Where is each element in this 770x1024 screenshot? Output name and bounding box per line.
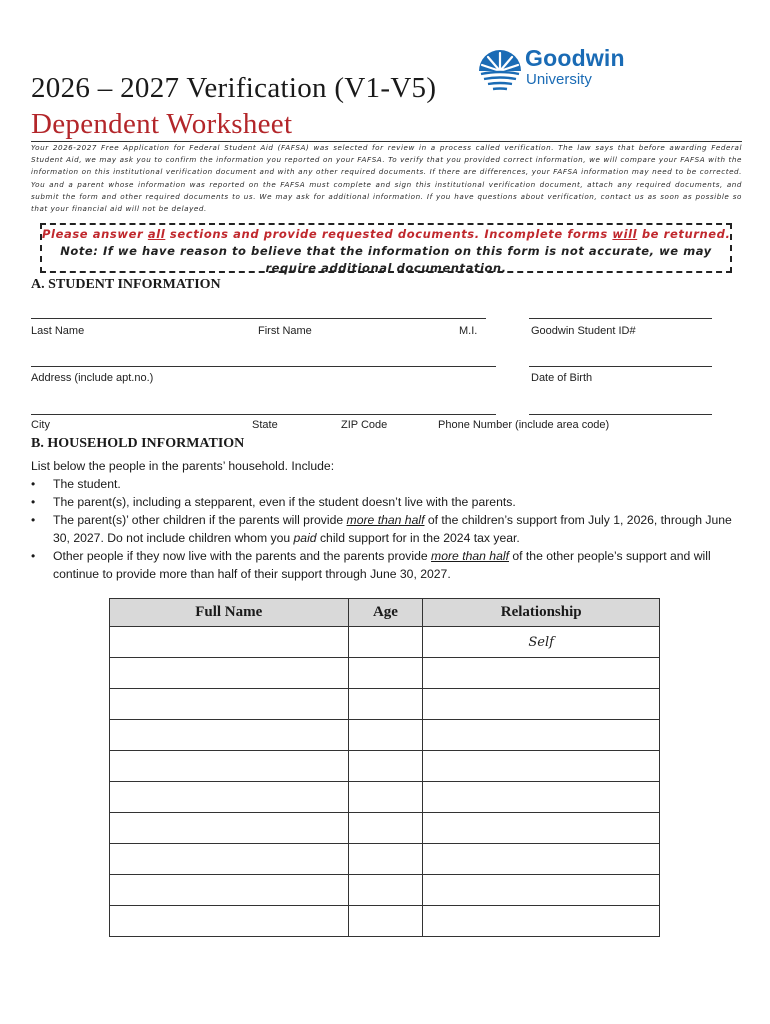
full-name-cell[interactable]	[110, 627, 349, 658]
household-table	[109, 598, 660, 937]
full-name-cell[interactable]	[110, 875, 349, 906]
emphasis-more-than-half: more than half	[346, 513, 425, 527]
logo-subtitle: University	[526, 71, 592, 88]
list-item-text-part: child support for in the 2024 tax year.	[316, 531, 520, 545]
emphasis-more-than-half: more than half	[431, 549, 509, 563]
table-row	[110, 813, 660, 844]
list-item-text-part: The parent(s)’ other children if the parents will provide	[53, 513, 347, 527]
section-a-heading: A. STUDENT INFORMATION	[31, 277, 221, 292]
emphasis-paid: paid	[293, 531, 317, 545]
first-name-label: First Name	[258, 325, 312, 337]
phone-label: Phone Number (include area code)	[438, 419, 610, 431]
age-cell[interactable]	[348, 720, 423, 751]
list-item-text-part: Other people if they now live with the parents and the parents provide	[53, 549, 432, 563]
relationship-cell[interactable]: Self	[423, 627, 660, 658]
full-name-cell[interactable]	[110, 689, 349, 720]
section-b-heading: B. HOUSEHOLD INFORMATION	[31, 436, 245, 451]
table-row	[110, 906, 660, 937]
list-item-text-part: of the children’s support from July 1, 2026, through June 30, 2027. Do not include children whom you	[53, 513, 732, 545]
table-row	[110, 782, 660, 813]
notice-text: be returned.	[637, 227, 731, 241]
mi-label: M.I.	[459, 325, 478, 337]
column-header-age: Age	[348, 599, 423, 627]
title-line-2: Dependent Worksheet	[31, 108, 293, 140]
notice-emphasis-all: all	[147, 227, 166, 241]
notice-text: sections and provide requested documents. Incomplete forms	[165, 227, 613, 241]
zip-label: ZIP Code	[341, 419, 388, 431]
notice-text: Please answer	[42, 227, 148, 241]
full-name-cell[interactable]	[110, 906, 349, 937]
table-row	[110, 689, 660, 720]
last-name-label: Last Name	[31, 325, 85, 337]
city-label: City	[31, 419, 50, 431]
age-cell[interactable]	[348, 627, 423, 658]
list-item	[0, 511, 770, 547]
student-id-line[interactable]	[529, 318, 712, 319]
full-name-cell[interactable]	[110, 658, 349, 689]
age-cell[interactable]	[348, 844, 423, 875]
notice-box	[40, 223, 732, 273]
table-row	[110, 751, 660, 782]
relationship-cell[interactable]	[423, 906, 660, 937]
age-cell[interactable]	[348, 782, 423, 813]
list-item-text	[53, 547, 743, 583]
relationship-cell[interactable]	[423, 875, 660, 906]
list-item-text: The student.	[53, 477, 121, 491]
bullet: •	[31, 477, 36, 491]
table-row	[110, 875, 660, 906]
last-first-mi-line[interactable]	[31, 318, 486, 319]
dob-line[interactable]	[529, 366, 712, 367]
title-line-1: 2026 – 2027 Verification (V1-V5)	[31, 72, 437, 104]
list-item-text: The parent(s), including a stepparent, even if the student doesn’t live with the parents.	[53, 495, 516, 509]
bullet: •	[31, 495, 36, 509]
age-cell[interactable]	[348, 751, 423, 782]
relationship-cell[interactable]	[423, 782, 660, 813]
full-name-cell[interactable]	[110, 813, 349, 844]
table-row	[110, 627, 660, 658]
age-cell[interactable]	[348, 658, 423, 689]
city-state-zip-line[interactable]	[31, 414, 496, 415]
full-name-cell[interactable]	[110, 751, 349, 782]
list-item	[0, 493, 770, 511]
list-item-text-part: of the other people’s support and will continue to provide more than half of their support through June 30, 2027.	[53, 549, 711, 581]
household-intro: List below the people in the parents’ household. Include:	[31, 459, 335, 473]
column-header-full-name: Full Name	[110, 599, 349, 627]
full-name-cell[interactable]	[110, 844, 349, 875]
relationship-cell[interactable]	[423, 813, 660, 844]
relationship-cell[interactable]	[423, 844, 660, 875]
age-cell[interactable]	[348, 813, 423, 844]
column-header-relationship: Relationship	[423, 599, 660, 627]
university-logo	[478, 45, 638, 95]
age-cell[interactable]	[348, 689, 423, 720]
notice-line-1	[42, 227, 730, 241]
address-line[interactable]	[31, 366, 496, 367]
student-id-label: Goodwin Student ID#	[531, 325, 636, 337]
dob-label: Date of Birth	[531, 372, 593, 384]
table-row	[110, 720, 660, 751]
list-item-text	[53, 511, 743, 547]
bullet: •	[31, 549, 36, 563]
full-name-cell[interactable]	[110, 720, 349, 751]
full-name-cell[interactable]	[110, 782, 349, 813]
table-row	[110, 658, 660, 689]
notice-line-2: Note: If we have reason to believe that the information on this form is not accurate, we may require additional documentation.	[60, 244, 712, 275]
age-cell[interactable]	[348, 906, 423, 937]
table-row	[110, 844, 660, 875]
age-cell[interactable]	[348, 875, 423, 906]
list-item	[0, 547, 770, 583]
relationship-cell[interactable]	[423, 689, 660, 720]
intro-paragraph: Your 2026-2027 Free Application for Federal Student Aid (FAFSA) was selected for review in a process called verification. The law says that before awarding Federal Student Aid, we may ask you to confirm the information you reported on your FAFSA. To verify that you provided correct information, we will compare your FAFSA with the information on this institutional verification document and with any other required documents. If there are differences, your FAFSA information may need to be corrected. You and a parent whose information was reported on the FAFSA must complete and sign this institutional verification document, attach any required documents, and submit the form and other required documents to us. We may ask for additional information. If you have questions about verification, contact us as soon as possible so that your financial aid will not be delayed.	[31, 143, 742, 214]
phone-line[interactable]	[529, 414, 712, 415]
notice-emphasis-will: will	[612, 227, 638, 241]
state-label: State	[252, 419, 278, 431]
list-item	[0, 475, 770, 493]
address-label: Address (include apt.no.)	[31, 372, 154, 384]
relationship-cell[interactable]	[423, 751, 660, 782]
relationship-cell[interactable]	[423, 720, 660, 751]
table-header-row	[110, 599, 660, 627]
bullet: •	[31, 513, 36, 527]
logo-name: Goodwin	[525, 45, 625, 71]
relationship-cell[interactable]	[423, 658, 660, 689]
sunrise-logo-icon	[478, 49, 522, 93]
